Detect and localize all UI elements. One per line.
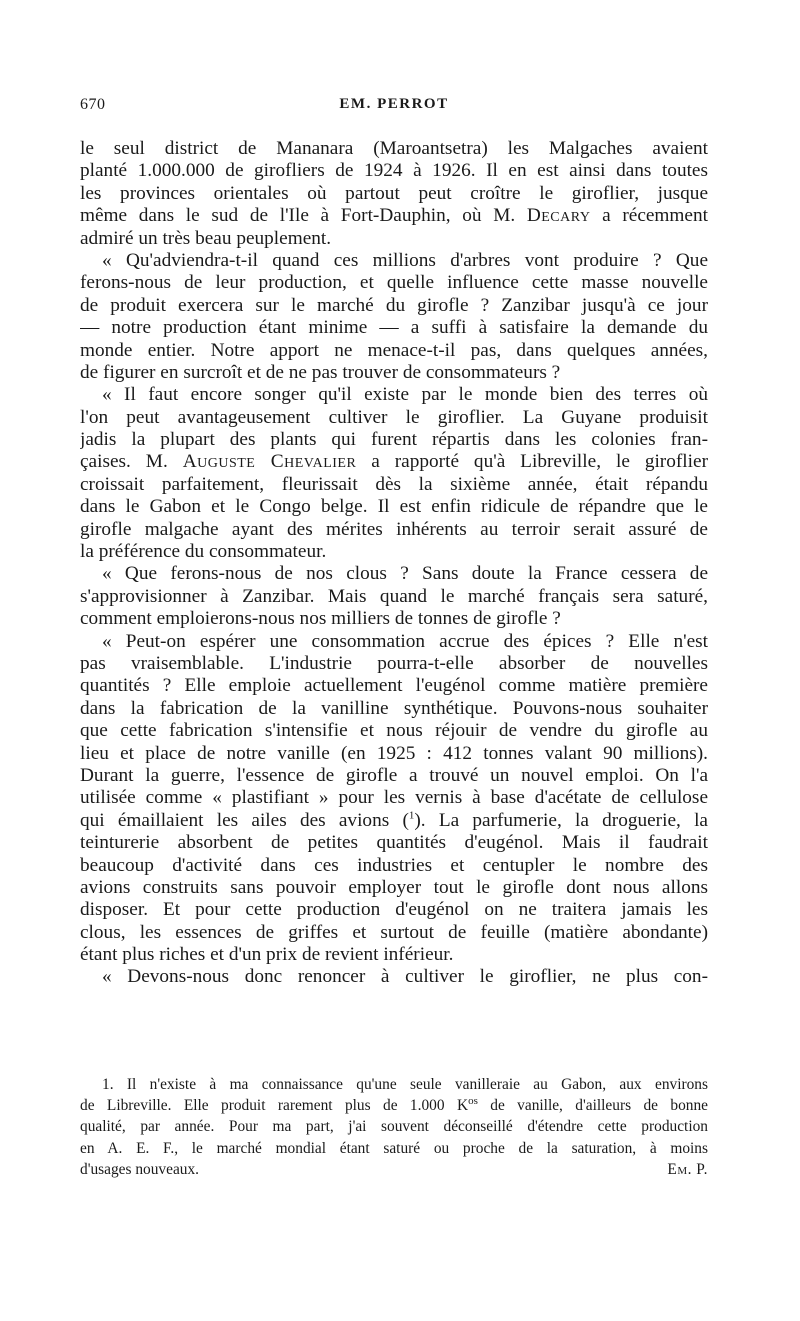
text-line: la préférence du consommateur. <box>80 541 327 563</box>
footnote <box>80 1074 708 1180</box>
text-line: utilisée comme « plastifiant » pour les vernis à base d'acétate de cellulose <box>80 787 708 809</box>
text-line: jadis la plupart des plants qui furent répartis dans les colonies fran- <box>80 429 708 451</box>
text-line: « Qu'adviendra-t-il quand ces millions d'arbres vont produire ? Que <box>102 249 708 271</box>
text-segment: a récemment <box>590 205 708 227</box>
text-line: quantités ? Elle emploie actuellement l'eugénol comme matière première <box>80 675 708 697</box>
text-line: les provinces orientales où partout peut croître le giroflier, jusque <box>80 182 708 204</box>
text-line: comment emploierons-nous nos milliers de tonnes de girofle ? <box>80 608 561 630</box>
text-line: « Devons-nous donc renoncer à cultiver le giroflier, ne plus con- <box>102 966 708 988</box>
text-line: ferons-nous de leur production, et quelle influence cette masse nouvelle <box>80 272 708 294</box>
text-line: clous, les essences de griffes et surtout de feuille (matière abondante) <box>80 921 708 943</box>
text-line: teinturerie absorbent de petites quantités d'eugénol. Mais il faudrait <box>80 832 708 854</box>
text-line: « Que ferons-nous de nos clous ? Sans doute la France cessera de <box>102 563 708 585</box>
text-line: lieu et place de notre vanille (en 1925 : 412 tonnes valant 90 millions). <box>80 742 708 764</box>
text-segment: d'usages nouveaux. <box>80 1160 200 1178</box>
text-line: « Peut-on espérer une consommation accrue des épices ? Elle n'est <box>102 630 708 652</box>
footnote-signature: Em. P. <box>667 1160 708 1178</box>
author-name: Auguste Chevalier <box>182 451 357 473</box>
text-line: disposer. Et pour cette production d'eugénol on ne traitera jamais les <box>80 899 708 921</box>
text-line: étant plus riches et d'un prix de revient inférieur. <box>80 944 454 966</box>
text-line: monde entier. Notre apport ne menace-t-il pas, dans quelques années, <box>80 339 708 361</box>
text-line: dans la fabrication de la vanilline synthétique. Pouvons-nous souhaiter <box>80 697 708 719</box>
text-segment: a rapporté qu'à Libreville, le giroflier <box>356 451 708 473</box>
superscript: os <box>468 1095 478 1108</box>
footnote-line: qualité, par année. Pour ma part, j'ai souvent déconseillé d'étendre cette production <box>80 1118 708 1136</box>
running-head <box>80 96 708 118</box>
text-segment: de Libreville. Elle produit rarement plus de 1.000 K <box>80 1097 469 1115</box>
page-number: 670 <box>80 96 106 113</box>
body-text <box>80 138 708 989</box>
text-line: « Il faut encore songer qu'il existe par le monde bien des terres où <box>102 384 708 406</box>
text-segment: de vanille, d'ailleurs de bonne <box>477 1097 708 1115</box>
text-line <box>80 205 708 227</box>
footnote-line <box>80 1095 708 1116</box>
text-line: dans le Gabon et le Congo belge. Il est enfin ridicule de répandre que le <box>80 496 708 518</box>
footnote-line: en A. E. F., le marché mondial étant saturé ou proche de la saturation, à moins <box>80 1139 708 1157</box>
running-title: EM. PERROT <box>339 96 449 112</box>
footnote-line: 1. Il n'existe à ma connaissance qu'une seule vanilleraie au Gabon, aux environs <box>102 1076 708 1093</box>
text-line: de produit exercera sur le marché du girofle ? Zanzibar jusqu'à ce jour <box>80 294 708 316</box>
text-line: girofle malgache ayant des mérites inhérents au terroir serait assuré de <box>80 518 708 540</box>
text-line <box>80 451 708 473</box>
text-line: que cette fabrication s'intensifie et nous réjouir de vendre du girofle au <box>80 720 708 742</box>
text-line: de figurer en surcroît et de ne pas trouver de consommateurs ? <box>80 361 561 383</box>
text-line: admiré un très beau peuplement. <box>80 227 332 249</box>
text-line: avions construits sans pouvoir employer tout le girofle dont nous allons <box>80 876 708 898</box>
text-line: planté 1.000.000 de girofliers de 1924 à 1926. Il en est ainsi dans toutes <box>80 160 708 182</box>
text-segment: ). La parfumerie, la droguerie, la <box>414 809 708 831</box>
text-segment: qui émaillaient les ailes des avions ( <box>80 809 409 831</box>
text-line: — notre production étant minime — a suffi à satisfaire la demande du <box>80 317 708 339</box>
text-line: l'on peut avantageusement cultiver le giroflier. La Guyane produisit <box>80 406 708 428</box>
text-line: s'approvisionner à Zanzibar. Mais quand le marché français sera saturé, <box>80 585 708 607</box>
text-segment: même dans le sud de l'Ile à Fort-Dauphin, où M. <box>80 205 527 227</box>
text-line: pas vraisemblable. L'industrie pourra-t-elle absorber de nouvelles <box>80 652 708 674</box>
text-line: croissait parfaitement, fleurissait dès la sixième année, était répandu <box>80 473 708 495</box>
text-segment: çaises. M. <box>80 451 183 473</box>
text-line: beaucoup d'activité dans ces industries et centupler le nombre des <box>80 854 708 876</box>
text-line: Durant la guerre, l'essence de girofle a trouvé un nouvel emploi. On l'a <box>80 764 708 786</box>
footnote-marker: 1 <box>408 809 415 822</box>
text-line: le seul district de Mananara (Maroantsetra) les Malgaches avaient <box>80 138 708 159</box>
footnote-line <box>80 1159 708 1180</box>
author-name: Decary <box>526 205 591 227</box>
text-line <box>80 810 708 832</box>
